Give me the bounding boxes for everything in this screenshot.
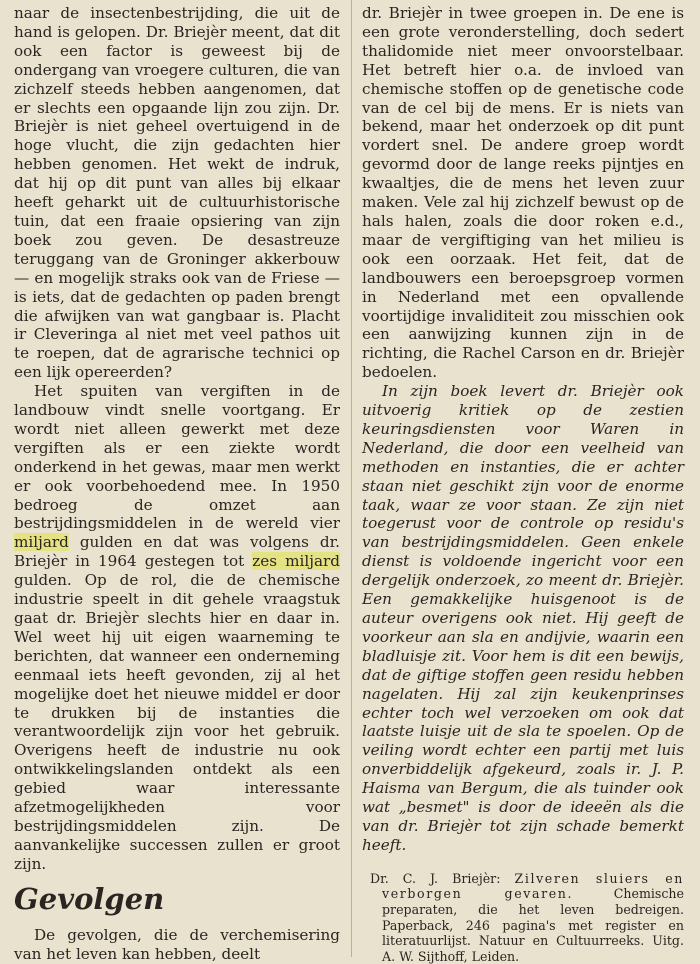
source-author: Dr. C. J. Briejèr:: [370, 870, 515, 886]
text-segment: gulden. Op de rol, die de chemische industrie speelt in dit gehele vraagstuk gaat dr. Briejèr slechts hier en daar in. Wel weet hij uit eigen waarneming te berichten, dat wanneer een onderneming eenmaal iets heeft gevonden, zij al het mogelijke doet het nieuwe middel er door te drukken bij de instanties die verantwoordelijk zijn voor het gebruik. Overigens heeft de industrie nu ook ontwikkelingslanden ontdekt als een gebied waar interessante afzetmogelijkheden voor bestrijdingsmiddelen zijn. De aanvankelijke successen zullen er groot zijn.: [14, 571, 340, 873]
paragraph-consequences: De gevolgen, die de verchemisering van het leven kan hebben, deelt: [14, 925, 340, 963]
source-book-title: Zilveren sluiers en verborgen gevaren.: [382, 870, 684, 902]
text-segment: Het spuiten van vergiften in de landbouw vindt snelle voortgang. Er wordt niet alleen gewerkt met deze vergiften als er een ziekte wordt onderkend in het gewas, maar men werkt er ook voorbehoedend mee. In 1950 bedroeg de omzet aan bestrijdingsmiddelen in de wereld vier: [14, 382, 340, 533]
highlight-zes-miljard: zes miljard: [252, 552, 340, 571]
source-details: Chemische preparaten, die het leven bedreigen. Paperback, 246 pagina's met register en literatuurlijst. Natuur en Cultuurreeks. Uitg. A. W. Sijthoff, Leiden.: [382, 886, 684, 964]
book-source-reference: [362, 871, 684, 964]
paragraph-pesticide-spraying: [14, 382, 340, 874]
section-heading: Gevolgen: [14, 881, 165, 916]
left-column: [14, 4, 340, 964]
highlight-miljard: miljard: [14, 533, 69, 552]
right-column: [362, 4, 684, 964]
paragraph-two-groups: dr. Briejèr in twee groepen in. De ene is een grote veronderstelling, doch sedert thalidomide niet meer onvoorstelbaar. Het betreft hier o.a. de invloed van chemische stoffen op de genetische code van de cel bij de mens. Er is niets van bekend, maar het onderzoek op dit punt vordert snel. De andere groep wordt gevormd door de lange reeks pijntjes en kwaaltjes, die de mens het leven zuur maken. Vele zal hij zichzelf bewust op de hals halen, zoals die door roken e.d., maar de vergiftiging van het milieu is ook een oorzaak. Het feit, dat de landbouwers een beroepsgroep vormen in Nederland met een opvallende voortijdige invaliditeit zou misschien ook een aanwijzing kunnen zijn in de richting, die Rachel Carson en dr. Briejèr bedoelen.: [362, 4, 684, 382]
paragraph-inspection-critique: In zijn boek levert dr. Briejèr ook uitvoerig kritiek op de zestien keuringsdiensten voor Waren in Nederland, die door een veelheid van methoden en instanties, die er achter staan niet geschikt zijn voor de enorme taak, waar ze voor staan. Ze zijn niet toegerust voor de controle op residu's van bestrijdingsmiddelen. Geen enkele dienst is voldoende ingericht voor een dergelijk onderzoek, zo meent dr. Briejèr. Een gemakkelijke huisgenoot is de auteur overigens ook niet. Hij geeft de voorkeur aan sla en andijvie, waarin een bladluisje zit. Voor hem is dit een bewijs, dat de giftige stoffen geen residu hebben nagelaten. Hij zal zijn keukenprinses echter toch wel verzoeken om ook dat laatste luisje uit de sla te spoelen. Op de veiling wordt echter een partij met luis onverbiddelijk afgekeurd, zoals ir. J. P. Haisma van Bergum, die als tuinder ook wat „besmet" is door de ideeën als die van dr. Briejèr tot zijn schade bemerkt heeft.: [362, 382, 684, 854]
text-segment: gulden en dat was volgens dr. Briejèr in 1964 gestegen tot: [14, 533, 340, 571]
column-divider: [351, 0, 352, 957]
paragraph-culture-decline: naar de insectenbestrijding, die uit de hand is gelopen. Dr. Briejèr meent, dat dit ook een factor is geweest bij de ondergang van vroegere culturen, die van zichzelf steeds hebben aangenomen, dat er slechts een opgaande lijn zou zijn. Dr. Briejèr is niet geheel overtuigend in de hoge vlucht, die zijn gedachten hier hebben genomen. Het wekt de indruk, dat hij op dit punt van alles bij elkaar heeft geharkt uit de cultuurhistorische tuin, dat een fraaie opsiering van zijn boek zou geven. De desastreuze teruggang van de Groninger akkerbouw — en mogelijk straks ook van de Friese — is iets, dat de gedachten op paden brengt die afwijken van wat gangbaar is. Placht ir Cleveringa al niet met veel pathos uit te roepen, dat de agrarische technici op een lijk opereerden?: [14, 4, 340, 382]
